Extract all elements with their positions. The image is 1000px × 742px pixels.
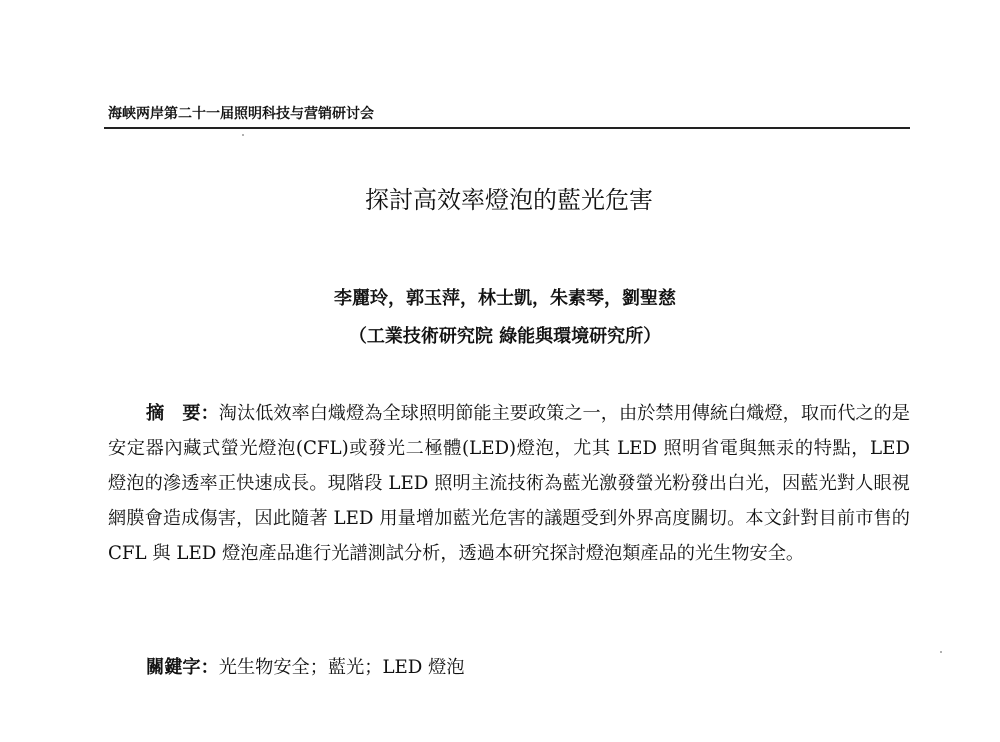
- running-header: 海峡两岸第二十一届照明科技与营销研讨会: [108, 106, 374, 122]
- keywords: [146, 653, 465, 679]
- affiliation: （工業技術研究院 綠能與環境研究所）: [348, 326, 662, 347]
- author-list: 李麗玲，郭玉萍，林士凱，朱素琴，劉聖慈: [334, 288, 676, 309]
- abstract: [108, 396, 910, 571]
- header-rule: [104, 127, 910, 129]
- keywords-text: 光生物安全；藍光；LED 燈泡: [218, 657, 465, 678]
- abstract-label: 摘 要：: [146, 403, 219, 424]
- abstract-text: 淘汰低效率白熾燈為全球照明節能主要政策之一，由於禁用傳統白熾燈，取而代之的是安定器內藏式螢光燈泡(CFL)或發光二極體(LED)燈泡，尤其 LED 照明省電與無汞的特點，LED 燈泡的滲透率正快速成長。現階段 LED 照明主流技術為藍光激發螢光粉發出白光，因藍光對人眼視網膜會造成傷害，因此隨著 LED 用量增加藍光危害的議題受到外界高度關切。本文針對目前市售的 CFL 與 LED 燈泡產品進行光譜測試分析，透過本研究探討燈泡類產品的光生物安全。: [108, 403, 910, 564]
- scan-speck: [242, 134, 244, 136]
- scan-speck: [940, 651, 942, 653]
- paper-title: 探討高效率燈泡的藍光危害: [365, 186, 653, 214]
- keywords-label: 關鍵字：: [146, 657, 219, 678]
